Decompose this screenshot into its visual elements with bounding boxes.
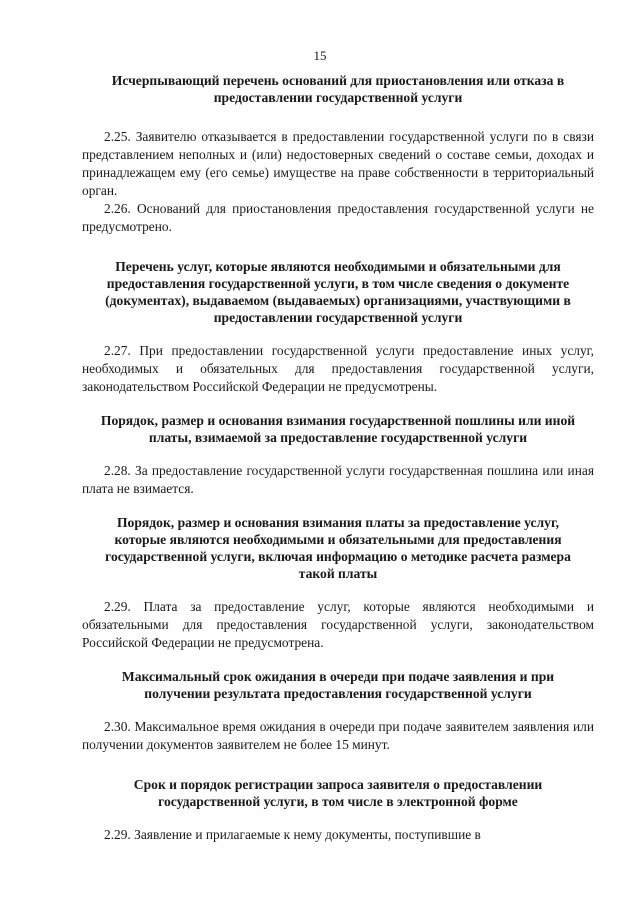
section-heading-refusal-grounds: Исчерпывающий перечень оснований для приостановления или отказа в предоставлении государственной услуги (111, 73, 565, 105)
page-number: 15 (313, 48, 327, 63)
section-heading-required-services: Перечень услуг, которые являются необходимыми и обязательными для предоставления государственной услуги, в том числе сведения о документе (документах), выдаваемом (выдаваемых) организациями, участвующими в предоставлении государственной услуги (105, 259, 571, 325)
section-heading-fee-for-services: Порядок, размер и основания взимания платы за предоставление услуг, которые являются необходимыми и обязательными для предоставления государственной услуги, включая информацию о методике расчета размера такой платы (105, 515, 571, 581)
section-heading-state-fee: Порядок, размер и основания взимания государственной пошлины или иной платы, взимаемой за предоставление государственной услуги (100, 413, 576, 445)
paragraph-2-26: 2.26. Оснований для приостановления предоставления государственной услуги не предусмотрено. (82, 201, 594, 234)
section-heading-registration: Срок и порядок регистрации запроса заявителя о предоставлении государственной услуги, в том числе в электронной форме (133, 777, 543, 809)
document-body (82, 72, 594, 844)
paragraph-2-29-fee: 2.29. Плата за предоставление услуг, которые являются необходимыми и обязательными для предоставления государственной услуги, законодательством Российской Федерации не предусмотрена. (82, 599, 594, 650)
paragraph-2-27: 2.27. При предоставлении государственной услуги предоставление иных услуг, необходимых и обязательных для предоставления государственной услуги, законодательством Российской Федерации не предусмотрены. (82, 343, 594, 394)
paragraph-2-25: 2.25. Заявителю отказывается в предоставлении государственной услуги по в связи представлением неполных и (или) недостоверных сведений о составе семьи, доходах и принадлежащем ему (его семье) имуществе на праве собственности в территориальный орган. (82, 129, 594, 198)
paragraph-2-28: 2.28. За предоставление государственной услуги государственная пошлина или иная плата не взимается. (82, 463, 594, 496)
paragraph-2-30: 2.30. Максимальное время ожидания в очереди при подаче заявителем заявления или получении документов заявителем не более 15 минут. (82, 719, 594, 752)
paragraph-2-29-application: 2.29. Заявление и прилагаемые к нему документы, поступившие в (104, 827, 481, 842)
section-heading-queue-time: Максимальный срок ожидания в очереди при подаче заявления и при получении результата предоставления государственной услуги (121, 669, 555, 701)
